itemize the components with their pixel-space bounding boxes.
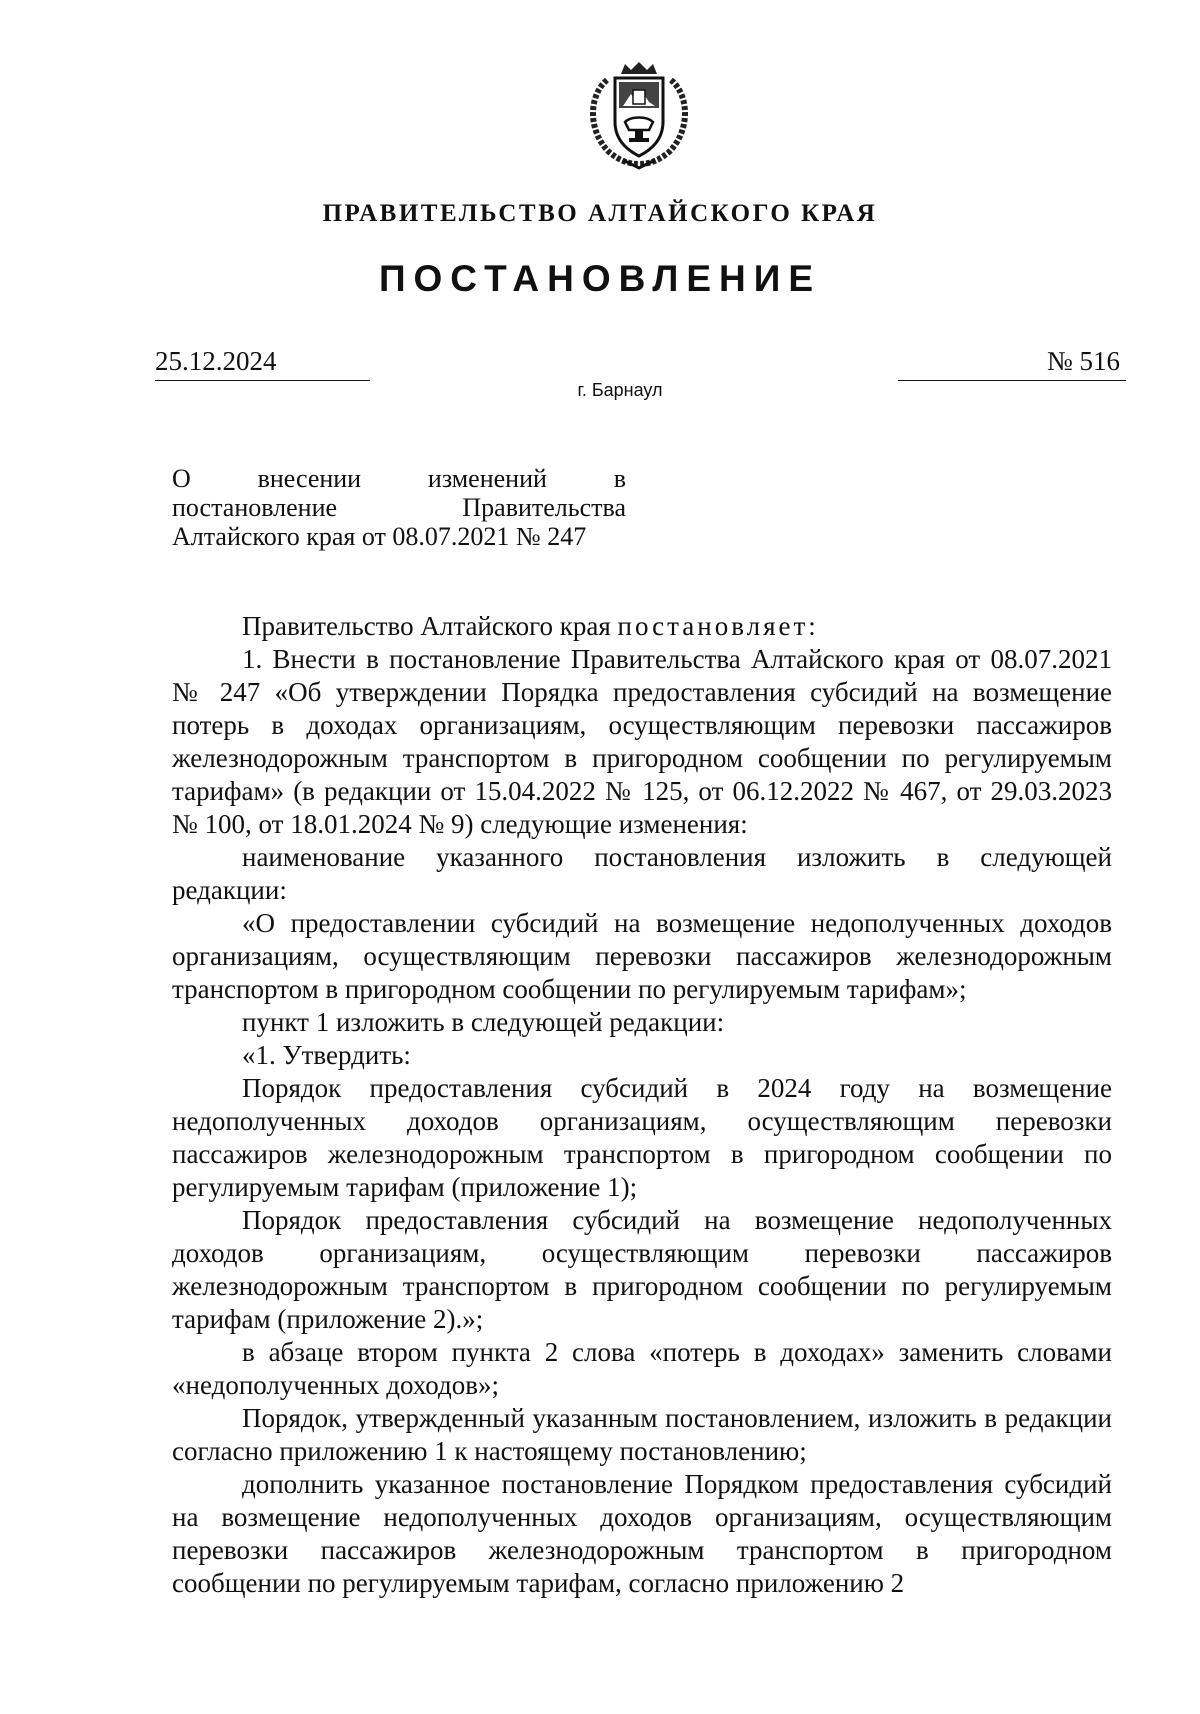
- preamble-text: Правительство Алтайского края: [242, 611, 618, 641]
- paragraph: наименование указанного постановления изложить в следующей редакции:: [172, 842, 1112, 905]
- preamble: [172, 610, 1112, 643]
- paragraph: в абзаце втором пункта 2 слова «потерь в доходах» заменить словами «недополученных доходов»;: [172, 1337, 1112, 1400]
- paragraph: «О предоставлении субсидий на возмещение недополученных доходов организациям, осуществляющим перевозки пассажиров железнодорожным транспортом в пригородном сообщении по регулируемым тарифам»;: [172, 908, 1112, 1004]
- paragraph: пункт 1 изложить в следующей редакции:: [242, 1007, 725, 1037]
- document-type: ПОСТАНОВЛЕНИЕ: [378, 258, 822, 299]
- paragraph: дополнить указанное постановление Порядком предоставления субсидий на возмещение недополученных доходов организациям, осуществляющим перевозки пассажиров железнодорожным транспортом в пригородном сообщении по регулируемым тарифам, согласно приложению 2: [172, 1469, 1112, 1598]
- document-city: г. Барнаул: [577, 380, 663, 400]
- paragraph: 1. Внести в постановление Правительства Алтайского края от 08.07.2021 № 247 «Об утверждении Порядка предоставления субсидий на возмещение потерь в доходах организациям, осуществляющим перевозки пассажиров железнодорожным транспортом в пригородном сообщении по регулируемым тарифам» (в редакции от 15.04.2022 № 125, от 06.12.2022 № 467, от 29.03.2023 № 100, от 18.01.2024 № 9) следующие изменения:: [172, 644, 1112, 839]
- preamble-colon: :: [808, 611, 816, 641]
- subject-line: Алтайского края от 08.07.2021 № 247: [172, 522, 587, 551]
- organization-name: ПРАВИТЕЛЬСТВО АЛТАЙСКОГО КРАЯ: [322, 200, 878, 227]
- document-number: № 516: [898, 346, 1126, 381]
- subject-line: О внесении изменений в: [172, 464, 626, 493]
- paragraph: «1. Утвердить:: [242, 1040, 411, 1070]
- document-body: [172, 610, 1112, 1600]
- altai-krai-coat-of-arms-icon: [579, 60, 699, 170]
- paragraph: Порядок, утвержденный указанным постановлением, изложить в редакции согласно приложению 1 к настоящему постановлению;: [172, 1403, 1112, 1466]
- subject-line: постановление Правительства: [172, 493, 626, 522]
- document-subject: [172, 464, 626, 551]
- paragraph: Порядок предоставления субсидий на возмещение недополученных доходов организациям, осуществляющим перевозки пассажиров железнодорожным транспортом в пригородном сообщении по регулируемым тарифам (приложение 2).»;: [172, 1205, 1112, 1334]
- paragraph: Порядок предоставления субсидий в 2024 году на возмещение недополученных доходов организациям, осуществляющим перевозки пассажиров железнодорожным транспортом в пригородном сообщении по регулируемым тарифам (приложение 1);: [172, 1073, 1112, 1202]
- preamble-resolves: постановляет: [617, 611, 809, 641]
- document-date: 25.12.2024: [155, 346, 370, 381]
